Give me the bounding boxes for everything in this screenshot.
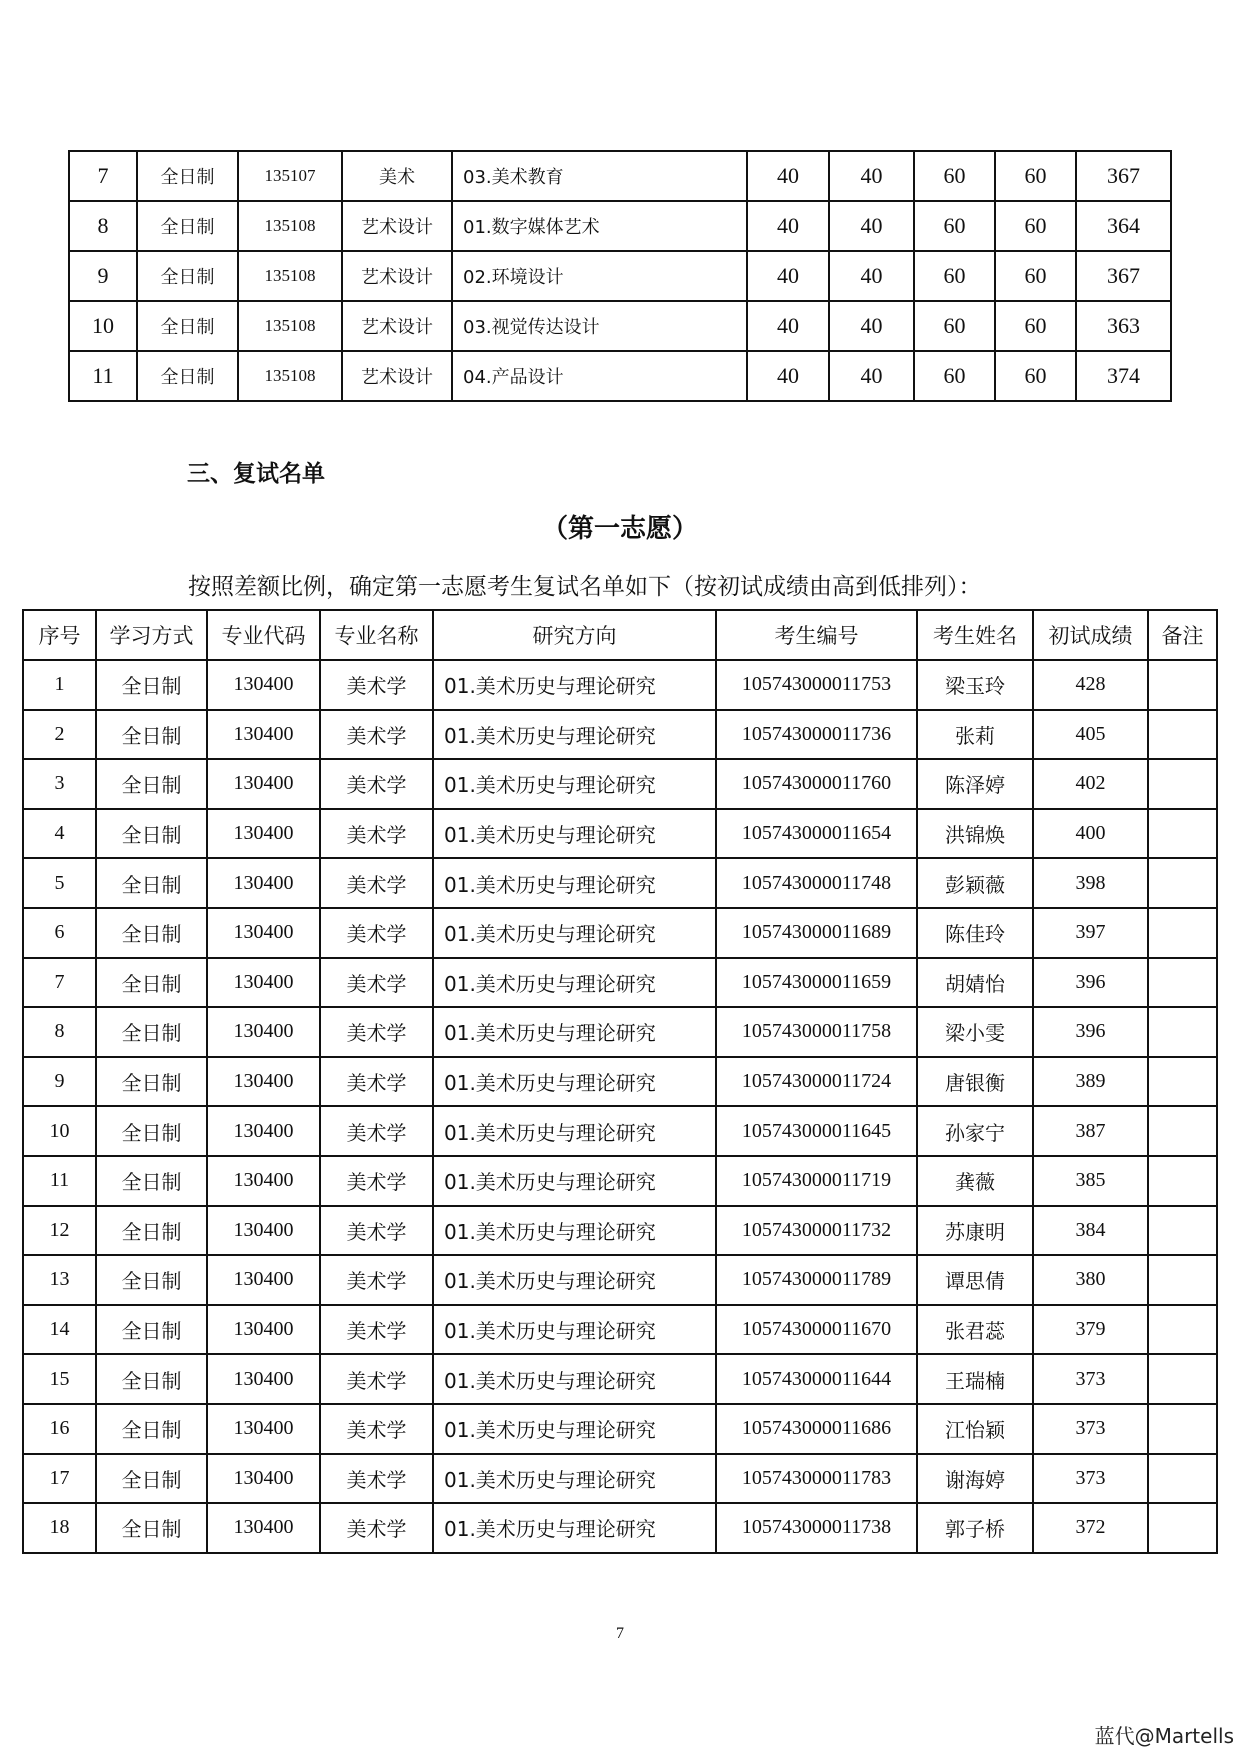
research-direction: 04.产品设计 — [452, 351, 747, 401]
major-code: 130400 — [207, 759, 320, 809]
remark — [1148, 1106, 1217, 1156]
major-name: 艺术设计 — [342, 251, 452, 301]
table-row — [23, 1106, 1217, 1156]
major-name: 艺术设计 — [342, 301, 452, 351]
major-name: 美术学 — [320, 858, 433, 908]
major-name: 美术 — [342, 151, 452, 201]
major-name: 美术学 — [320, 1305, 433, 1355]
table-row — [69, 301, 1171, 351]
initial-score: 373 — [1033, 1354, 1148, 1404]
score-line-4: 60 — [995, 201, 1076, 251]
research-direction: 01.美术历史与理论研究 — [433, 858, 716, 908]
major-code: 130400 — [207, 958, 320, 1008]
study-mode: 全日制 — [96, 660, 207, 710]
initial-score: 379 — [1033, 1305, 1148, 1355]
remark — [1148, 809, 1217, 859]
row-index: 9 — [69, 251, 137, 301]
table-row — [23, 660, 1217, 710]
row-index: 6 — [23, 908, 96, 958]
research-direction: 01.美术历史与理论研究 — [433, 1503, 716, 1553]
initial-score: 405 — [1033, 710, 1148, 760]
study-mode: 全日制 — [96, 858, 207, 908]
candidate-id: 105743000011654 — [716, 809, 917, 859]
study-mode: 全日制 — [96, 908, 207, 958]
total-score-line: 364 — [1076, 201, 1171, 251]
initial-score: 400 — [1033, 809, 1148, 859]
remark — [1148, 759, 1217, 809]
major-name: 美术学 — [320, 1454, 433, 1504]
candidate-name: 洪锦焕 — [917, 809, 1033, 859]
candidate-name: 梁玉玲 — [917, 660, 1033, 710]
row-index: 3 — [23, 759, 96, 809]
major-code: 130400 — [207, 858, 320, 908]
study-mode: 全日制 — [96, 1454, 207, 1504]
major-name: 美术学 — [320, 1206, 433, 1256]
research-direction: 01.美术历史与理论研究 — [433, 1305, 716, 1355]
major-name: 美术学 — [320, 1106, 433, 1156]
candidate-id: 105743000011724 — [716, 1057, 917, 1107]
research-direction: 01.美术历史与理论研究 — [433, 1404, 716, 1454]
row-index: 8 — [69, 201, 137, 251]
study-mode: 全日制 — [137, 201, 238, 251]
major-code: 130400 — [207, 1255, 320, 1305]
candidate-id: 105743000011789 — [716, 1255, 917, 1305]
major-code: 135108 — [238, 351, 342, 401]
study-mode: 全日制 — [96, 1206, 207, 1256]
table-row — [23, 1454, 1217, 1504]
major-code: 135108 — [238, 201, 342, 251]
initial-score: 387 — [1033, 1106, 1148, 1156]
score-line-table — [68, 150, 1172, 402]
sub-heading: （第一志愿） — [541, 514, 698, 544]
total-score-line: 367 — [1076, 151, 1171, 201]
initial-score: 396 — [1033, 958, 1148, 1008]
research-direction: 01.数字媒体艺术 — [452, 201, 747, 251]
remark — [1148, 908, 1217, 958]
row-index: 16 — [23, 1404, 96, 1454]
major-code: 130400 — [207, 1454, 320, 1504]
table-row — [69, 251, 1171, 301]
row-index: 13 — [23, 1255, 96, 1305]
initial-score: 428 — [1033, 660, 1148, 710]
row-index: 17 — [23, 1454, 96, 1504]
score-line-2: 40 — [829, 201, 914, 251]
study-mode: 全日制 — [137, 151, 238, 201]
row-index: 7 — [23, 958, 96, 1008]
table-row — [69, 151, 1171, 201]
candidate-name: 彭颖薇 — [917, 858, 1033, 908]
major-name: 美术学 — [320, 809, 433, 859]
research-direction: 03.美术教育 — [452, 151, 747, 201]
table-row — [23, 858, 1217, 908]
row-index: 4 — [23, 809, 96, 859]
candidate-name: 江怡颖 — [917, 1404, 1033, 1454]
score-line-3: 60 — [914, 251, 995, 301]
research-direction: 01.美术历史与理论研究 — [433, 1255, 716, 1305]
major-name: 美术学 — [320, 1007, 433, 1057]
study-mode: 全日制 — [96, 1106, 207, 1156]
column-header: 序号 — [23, 610, 96, 660]
research-direction: 01.美术历史与理论研究 — [433, 908, 716, 958]
major-name: 美术学 — [320, 759, 433, 809]
table-row — [23, 908, 1217, 958]
major-code: 130400 — [207, 1156, 320, 1206]
table-row — [69, 351, 1171, 401]
research-direction: 01.美术历史与理论研究 — [433, 660, 716, 710]
major-code: 130400 — [207, 660, 320, 710]
score-line-1: 40 — [747, 251, 829, 301]
row-index: 11 — [23, 1156, 96, 1206]
table-row — [23, 809, 1217, 859]
study-mode: 全日制 — [96, 1404, 207, 1454]
research-direction: 01.美术历史与理论研究 — [433, 1454, 716, 1504]
research-direction: 01.美术历史与理论研究 — [433, 1206, 716, 1256]
candidate-id: 105743000011753 — [716, 660, 917, 710]
major-code: 130400 — [207, 710, 320, 760]
major-code: 130400 — [207, 1106, 320, 1156]
row-index: 15 — [23, 1354, 96, 1404]
major-name: 美术学 — [320, 1156, 433, 1206]
candidate-id: 105743000011659 — [716, 958, 917, 1008]
score-line-table-body — [69, 151, 1171, 401]
score-line-2: 40 — [829, 301, 914, 351]
candidate-name: 陈泽婷 — [917, 759, 1033, 809]
major-name: 美术学 — [320, 908, 433, 958]
study-mode: 全日制 — [96, 1255, 207, 1305]
table-row — [23, 1057, 1217, 1107]
study-mode: 全日制 — [96, 710, 207, 760]
candidate-name: 张莉 — [917, 710, 1033, 760]
study-mode: 全日制 — [137, 251, 238, 301]
score-line-4: 60 — [995, 251, 1076, 301]
initial-score: 389 — [1033, 1057, 1148, 1107]
candidate-id: 105743000011686 — [716, 1404, 917, 1454]
table-row — [23, 1354, 1217, 1404]
intro-text: 按照差额比例，确定第一志愿考生复试名单如下（按初试成绩由高到低排列）： — [188, 574, 982, 600]
study-mode: 全日制 — [96, 1156, 207, 1206]
initial-score: 384 — [1033, 1206, 1148, 1256]
major-name: 美术学 — [320, 958, 433, 1008]
remark — [1148, 1255, 1217, 1305]
score-line-1: 40 — [747, 351, 829, 401]
research-direction: 01.美术历史与理论研究 — [433, 1354, 716, 1404]
candidate-name: 梁小雯 — [917, 1007, 1033, 1057]
major-code: 135108 — [238, 301, 342, 351]
total-score-line: 363 — [1076, 301, 1171, 351]
major-name: 艺术设计 — [342, 201, 452, 251]
major-name: 艺术设计 — [342, 351, 452, 401]
remark — [1148, 660, 1217, 710]
section-heading: 三、复试名单 — [187, 461, 325, 487]
watermark: 蓝代@Martells — [1094, 1724, 1234, 1748]
retest-list-table — [22, 609, 1218, 1554]
study-mode: 全日制 — [96, 1354, 207, 1404]
candidate-name: 谭思倩 — [917, 1255, 1033, 1305]
score-line-4: 60 — [995, 301, 1076, 351]
research-direction: 01.美术历史与理论研究 — [433, 1057, 716, 1107]
research-direction: 02.环境设计 — [452, 251, 747, 301]
row-index: 9 — [23, 1057, 96, 1107]
major-code: 130400 — [207, 1057, 320, 1107]
candidate-id: 105743000011644 — [716, 1354, 917, 1404]
table-header-row — [23, 610, 1217, 660]
row-index: 5 — [23, 858, 96, 908]
candidate-id: 105743000011738 — [716, 1503, 917, 1553]
major-code: 130400 — [207, 809, 320, 859]
initial-score: 398 — [1033, 858, 1148, 908]
research-direction: 01.美术历史与理论研究 — [433, 958, 716, 1008]
column-header: 考生编号 — [716, 610, 917, 660]
major-code: 130400 — [207, 1354, 320, 1404]
research-direction: 01.美术历史与理论研究 — [433, 759, 716, 809]
column-header: 专业名称 — [320, 610, 433, 660]
major-name: 美术学 — [320, 660, 433, 710]
remark — [1148, 958, 1217, 1008]
table-row — [23, 1255, 1217, 1305]
research-direction: 01.美术历史与理论研究 — [433, 710, 716, 760]
candidate-name: 胡婧怡 — [917, 958, 1033, 1008]
initial-score: 373 — [1033, 1454, 1148, 1504]
initial-score: 385 — [1033, 1156, 1148, 1206]
score-line-3: 60 — [914, 301, 995, 351]
score-line-2: 40 — [829, 151, 914, 201]
table-row — [23, 1007, 1217, 1057]
score-line-1: 40 — [747, 301, 829, 351]
major-code: 135107 — [238, 151, 342, 201]
score-line-3: 60 — [914, 351, 995, 401]
remark — [1148, 1007, 1217, 1057]
major-name: 美术学 — [320, 1255, 433, 1305]
candidate-name: 王瑞楠 — [917, 1354, 1033, 1404]
table-row — [23, 958, 1217, 1008]
study-mode: 全日制 — [96, 1305, 207, 1355]
remark — [1148, 1305, 1217, 1355]
table-row — [23, 1404, 1217, 1454]
candidate-name: 谢海婷 — [917, 1454, 1033, 1504]
row-index: 7 — [69, 151, 137, 201]
major-code: 130400 — [207, 1503, 320, 1553]
candidate-name: 龚薇 — [917, 1156, 1033, 1206]
remark — [1148, 1354, 1217, 1404]
page-number: 7 — [616, 1625, 624, 1642]
remark — [1148, 1057, 1217, 1107]
column-header: 研究方向 — [433, 610, 716, 660]
major-name: 美术学 — [320, 1057, 433, 1107]
score-line-3: 60 — [914, 151, 995, 201]
research-direction: 01.美术历史与理论研究 — [433, 1156, 716, 1206]
score-line-2: 40 — [829, 351, 914, 401]
candidate-id: 105743000011783 — [716, 1454, 917, 1504]
column-header: 备注 — [1148, 610, 1217, 660]
candidate-name: 张君蕊 — [917, 1305, 1033, 1355]
study-mode: 全日制 — [96, 1057, 207, 1107]
column-header: 初试成绩 — [1033, 610, 1148, 660]
candidate-id: 105743000011760 — [716, 759, 917, 809]
retest-list-table-body — [23, 660, 1217, 1553]
major-code: 130400 — [207, 1404, 320, 1454]
initial-score: 373 — [1033, 1404, 1148, 1454]
remark — [1148, 1503, 1217, 1553]
column-header: 学习方式 — [96, 610, 207, 660]
total-score-line: 374 — [1076, 351, 1171, 401]
candidate-id: 105743000011732 — [716, 1206, 917, 1256]
row-index: 11 — [69, 351, 137, 401]
candidate-name: 唐银衡 — [917, 1057, 1033, 1107]
table-row — [23, 1156, 1217, 1206]
score-line-4: 60 — [995, 151, 1076, 201]
study-mode: 全日制 — [96, 1007, 207, 1057]
major-code: 130400 — [207, 908, 320, 958]
candidate-id: 105743000011670 — [716, 1305, 917, 1355]
major-name: 美术学 — [320, 1404, 433, 1454]
score-line-3: 60 — [914, 201, 995, 251]
table-row — [23, 710, 1217, 760]
candidate-id: 105743000011758 — [716, 1007, 917, 1057]
row-index: 18 — [23, 1503, 96, 1553]
row-index: 8 — [23, 1007, 96, 1057]
score-line-1: 40 — [747, 151, 829, 201]
study-mode: 全日制 — [96, 1503, 207, 1553]
remark — [1148, 1404, 1217, 1454]
initial-score: 402 — [1033, 759, 1148, 809]
initial-score: 396 — [1033, 1007, 1148, 1057]
remark — [1148, 710, 1217, 760]
major-code: 135108 — [238, 251, 342, 301]
study-mode: 全日制 — [96, 759, 207, 809]
research-direction: 01.美术历史与理论研究 — [433, 1106, 716, 1156]
candidate-id: 105743000011689 — [716, 908, 917, 958]
remark — [1148, 1156, 1217, 1206]
row-index: 1 — [23, 660, 96, 710]
initial-score: 380 — [1033, 1255, 1148, 1305]
remark — [1148, 1206, 1217, 1256]
row-index: 2 — [23, 710, 96, 760]
column-header: 考生姓名 — [917, 610, 1033, 660]
major-code: 130400 — [207, 1007, 320, 1057]
row-index: 12 — [23, 1206, 96, 1256]
major-code: 130400 — [207, 1206, 320, 1256]
initial-score: 397 — [1033, 908, 1148, 958]
candidate-name: 苏康明 — [917, 1206, 1033, 1256]
candidate-id: 105743000011645 — [716, 1106, 917, 1156]
table-row — [23, 1305, 1217, 1355]
column-header: 专业代码 — [207, 610, 320, 660]
row-index: 14 — [23, 1305, 96, 1355]
major-name: 美术学 — [320, 710, 433, 760]
row-index: 10 — [23, 1106, 96, 1156]
study-mode: 全日制 — [96, 809, 207, 859]
table-row — [23, 1206, 1217, 1256]
major-code: 130400 — [207, 1305, 320, 1355]
initial-score: 372 — [1033, 1503, 1148, 1553]
study-mode: 全日制 — [96, 958, 207, 1008]
major-name: 美术学 — [320, 1354, 433, 1404]
table-row — [23, 1503, 1217, 1553]
score-line-2: 40 — [829, 251, 914, 301]
table-row — [23, 759, 1217, 809]
research-direction: 03.视觉传达设计 — [452, 301, 747, 351]
row-index: 10 — [69, 301, 137, 351]
table-row — [69, 201, 1171, 251]
candidate-id: 105743000011736 — [716, 710, 917, 760]
candidate-name: 郭子桥 — [917, 1503, 1033, 1553]
candidate-name: 陈佳玲 — [917, 908, 1033, 958]
candidate-id: 105743000011748 — [716, 858, 917, 908]
remark — [1148, 858, 1217, 908]
research-direction: 01.美术历史与理论研究 — [433, 1007, 716, 1057]
candidate-id: 105743000011719 — [716, 1156, 917, 1206]
score-line-4: 60 — [995, 351, 1076, 401]
total-score-line: 367 — [1076, 251, 1171, 301]
study-mode: 全日制 — [137, 351, 238, 401]
major-name: 美术学 — [320, 1503, 433, 1553]
score-line-1: 40 — [747, 201, 829, 251]
research-direction: 01.美术历史与理论研究 — [433, 809, 716, 859]
candidate-name: 孙家宁 — [917, 1106, 1033, 1156]
study-mode: 全日制 — [137, 301, 238, 351]
remark — [1148, 1454, 1217, 1504]
